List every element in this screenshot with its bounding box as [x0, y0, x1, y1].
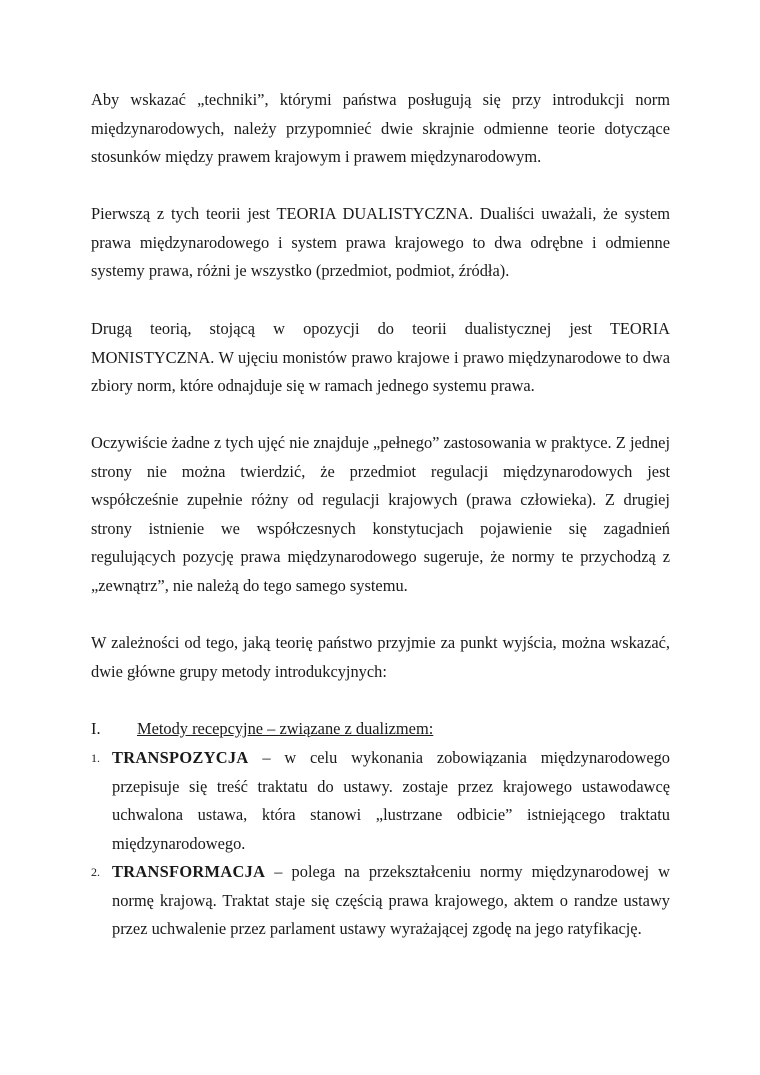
list-item-term: TRANSFORMACJA	[112, 862, 266, 881]
list-item-content	[112, 858, 670, 944]
section-heading	[91, 715, 670, 744]
paragraph-monist-theory: Drugą teorią, stojącą w opozycji do teorii dualistycznej jest TEORIA MONISTYCZNA. W ujęciu monistów prawo krajowe i prawo międzynarodowe to dwa zbiory norm, które odnajduje się w ramach jednego systemu prawa.	[91, 319, 670, 396]
list-item-content	[112, 744, 670, 858]
list-marker: 2.	[91, 865, 100, 879]
list-item-transposition	[91, 744, 670, 858]
list-marker: 1.	[91, 751, 100, 765]
list-item-term: TRANSPOZYCJA	[112, 748, 249, 767]
paragraph-method-groups: W zależności od tego, jaką teorię państwo przyjmie za punkt wyjścia, można wskazać, dwie główne grupy metody introdukcyjnych:	[91, 633, 670, 681]
list-item-text: – polega na przekształceniu normy międzynarodowej w normę krajową. Traktat staje się częścią prawa krajowego, aktem o randze ustawy przez uchwalenie przez parlament ustawy wyrażającej zgodę na jego ratyfikację.	[112, 862, 670, 939]
paragraph-techniques-intro: Aby wskazać „techniki”, którymi państwa posługują się przy introdukcji norm międzynarodowych, należy przypomnieć dwie skrajnie odmienne teorie dotyczące stosunków między prawem krajowym i prawem międzynarodowym.	[91, 90, 670, 167]
section-title: Metody recepcyjne – związane z dualizmem:	[137, 719, 434, 738]
list-item-text: – w celu wykonania zobowiązania międzynarodowego przepisuje się treść traktatu do ustawy. zostaje przez krajowego ustawodawcę uchwalona ustawa, która stanowi „lustrzane odbicie” istniejącego traktatu międzynarodowego.	[112, 748, 670, 853]
paragraph-practice: Oczywiście żadne z tych ujęć nie znajduje „pełnego” zastosowania w praktyce. Z jednej strony nie można twierdzić, że przedmiot regulacji międzynarodowych jest współcześnie zupełnie różny od regulacji krajowych (prawa człowieka). Z drugiej strony istnienie we współczesnych konstytucjach pojawienie się zagadnień regulujących pozycję prawa międzynarodowego sugeruje, że normy te przychodzą z „zewnątrz”, nie należą do tego samego systemu.	[91, 433, 670, 595]
section-number: I.	[91, 719, 101, 738]
paragraph-dualist-theory: Pierwszą z tych teorii jest TEORIA DUALISTYCZNA. Dualiści uważali, że system prawa międzynarodowego i system prawa krajowego to dwa odrębne i odmienne systemy prawa, różni je wszystko (przedmiot, podmiot, źródła).	[91, 204, 670, 281]
list-item-transformation	[91, 858, 670, 944]
